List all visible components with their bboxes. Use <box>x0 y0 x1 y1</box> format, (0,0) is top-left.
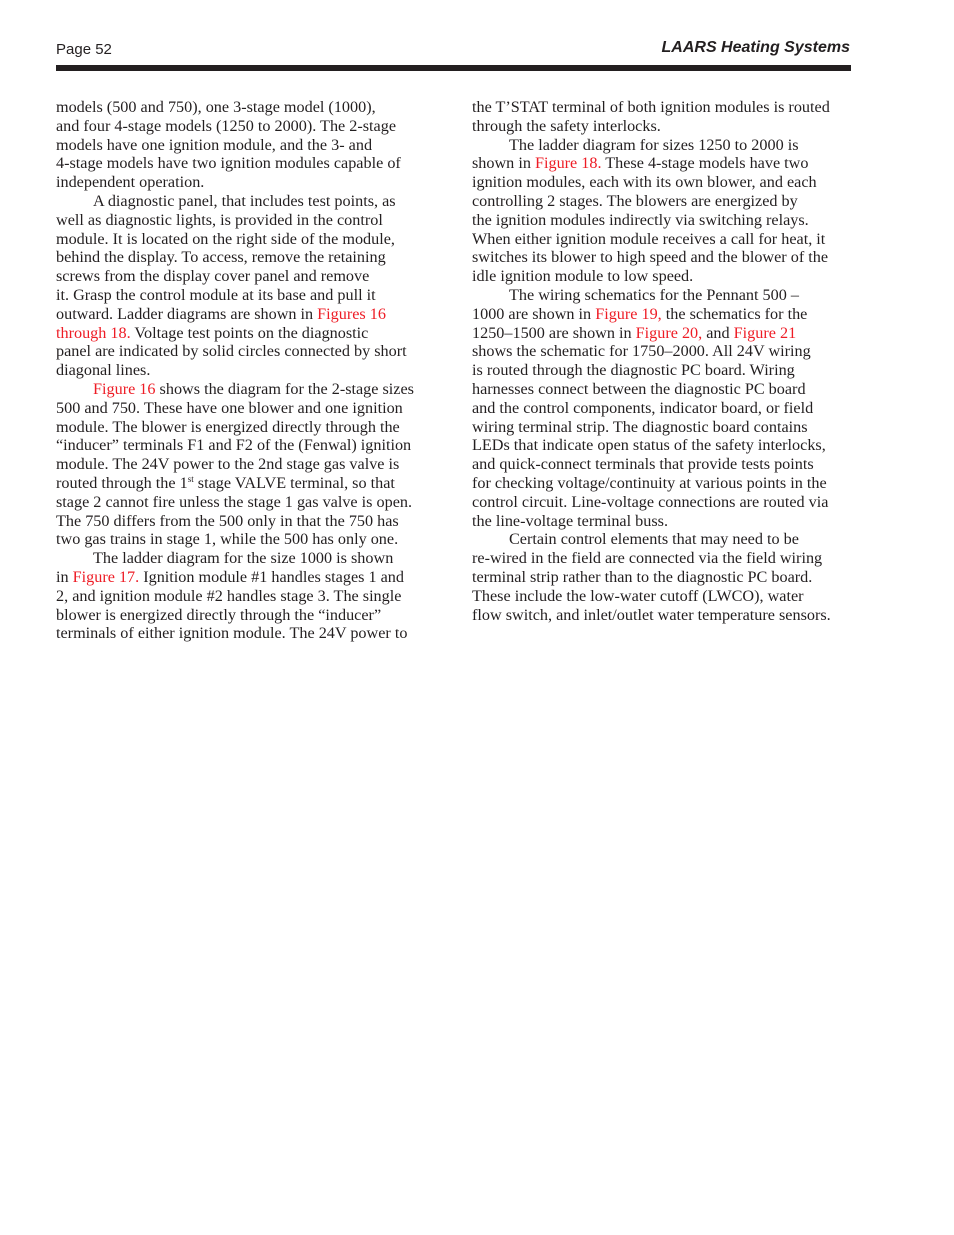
text-line <box>56 211 434 230</box>
text-line <box>56 267 434 286</box>
text-run: The wiring schematics for the Pennant 500 – <box>509 285 799 304</box>
text-run: The 750 differs from the 500 only in that the 750 has <box>56 511 399 530</box>
text-run: wiring terminal strip. The diagnostic board contains <box>472 417 808 436</box>
text-run: The ladder diagram for sizes 1250 to 2000 is <box>509 135 799 154</box>
text-run: diagonal lines. <box>56 361 151 380</box>
figure-reference: Figure 16 <box>93 379 156 398</box>
text-run: 4-stage models have two ignition modules capable of <box>56 154 401 173</box>
brand-title: LAARS Heating Systems <box>661 39 850 56</box>
text-line <box>56 624 434 643</box>
text-run: for checking voltage/continuity at various points in the <box>472 473 827 492</box>
figure-reference: Figure 18. <box>534 154 602 173</box>
text-run: and the control components, indicator board, or field <box>472 398 814 417</box>
text-run: is routed through the diagnostic PC board. Wiring <box>472 361 795 380</box>
text-run: through the safety interlocks. <box>472 116 661 135</box>
text-line <box>472 436 854 455</box>
text-line <box>472 418 854 437</box>
text-run: controlling 2 stages. The blowers are energized by <box>472 191 798 210</box>
figure-reference: Figure 20, <box>635 323 703 342</box>
text-run: Voltage test points on the diagnostic <box>130 323 369 342</box>
text-line <box>56 361 434 380</box>
text-run: 500 and 750. These have one blower and one ignition <box>56 398 403 417</box>
figure-reference: through 18. <box>56 323 131 342</box>
text-run: outward. Ladder diagrams are shown in <box>56 304 318 323</box>
text-run: screws from the display cover panel and remove <box>56 267 370 286</box>
text-run: The ladder diagram for the size 1000 is shown <box>93 549 394 568</box>
text-line <box>472 493 854 512</box>
text-line <box>472 154 854 173</box>
text-line <box>472 136 854 155</box>
text-run: Certain control elements that may need to be <box>509 530 799 549</box>
text-run: Ignition module #1 handles stages 1 and <box>139 567 404 586</box>
text-run: terminal strip rather than to the diagnostic PC board. <box>472 567 813 586</box>
text-line <box>472 587 854 606</box>
text-line <box>56 493 434 512</box>
text-line <box>56 512 434 531</box>
text-run: 1000 are shown in <box>472 304 596 323</box>
text-run: blower is energized directly through the “inducer” <box>56 605 382 624</box>
text-run: These 4-stage models have two <box>601 154 809 173</box>
text-line <box>472 324 854 343</box>
text-line <box>56 474 434 493</box>
text-run: flow switch, and inlet/outlet water temperature sensors. <box>472 605 831 624</box>
text-line <box>56 399 434 418</box>
text-run: 1250–1500 are shown in <box>472 323 636 342</box>
text-line <box>56 436 434 455</box>
text-line <box>56 98 434 117</box>
figure-reference: Figure 19, <box>595 304 662 323</box>
header-rule <box>56 65 851 71</box>
text-run: models have one ignition module, and the 3- and <box>56 135 373 154</box>
text-line <box>472 512 854 531</box>
text-line <box>472 399 854 418</box>
text-run: These include the low-water cutoff (LWCO), water <box>472 586 804 605</box>
text-run: independent operation. <box>56 173 205 192</box>
text-line <box>56 587 434 606</box>
text-run: and four 4-stage models (1250 to 2000). The 2-stage <box>56 116 397 135</box>
text-line <box>56 380 434 399</box>
right-text-column <box>472 98 854 624</box>
text-run: the schematics for the <box>661 304 808 323</box>
text-run: behind the display. To access, remove the retaining <box>56 248 386 267</box>
text-run: switches its blower to high speed and the blower of the <box>472 248 829 267</box>
text-run: idle ignition module to low speed. <box>472 267 694 286</box>
text-run: harnesses connect between the diagnostic PC board <box>472 379 806 398</box>
text-line <box>472 117 854 136</box>
text-line <box>56 549 434 568</box>
text-run: terminals of either ignition module. The 24V power to <box>56 624 408 643</box>
left-text-column <box>56 98 434 643</box>
text-run: ignition modules, each with its own blower, and each <box>472 173 817 192</box>
text-run: the ignition modules indirectly via switching relays. <box>472 210 809 229</box>
text-line <box>56 418 434 437</box>
text-line <box>56 324 434 343</box>
text-line <box>472 474 854 493</box>
text-line <box>56 286 434 305</box>
text-run: models (500 and 750), one 3-stage model (1000), <box>56 98 376 116</box>
text-run: routed through the 1 <box>56 473 188 492</box>
text-line <box>472 98 854 117</box>
text-line <box>472 342 854 361</box>
text-line <box>472 248 854 267</box>
text-run: A diagnostic panel, that includes test points, as <box>93 191 396 210</box>
text-run: and quick-connect terminals that provide tests points <box>472 455 814 474</box>
text-run: stage 2 cannot fire unless the stage 1 gas valve is open. <box>56 492 413 511</box>
text-line <box>56 530 434 549</box>
figure-reference: Figure 21 <box>733 323 797 342</box>
text-line <box>56 117 434 136</box>
text-line <box>56 248 434 267</box>
text-run: 2, and ignition module #2 handles stage 3. The single <box>56 586 402 605</box>
text-line <box>472 380 854 399</box>
text-run: When either ignition module receives a call for heat, it <box>472 229 826 248</box>
text-run: the T’STAT terminal of both ignition modules is routed <box>472 98 830 116</box>
text-run: LEDs that indicate open status of the safety interlocks, <box>472 436 826 455</box>
text-run: control circuit. Line-voltage connections are routed via <box>472 492 829 511</box>
figure-reference: Figures 16 <box>317 304 386 323</box>
text-line <box>56 192 434 211</box>
text-line <box>56 305 434 324</box>
text-run: in <box>56 567 73 586</box>
text-run: re-wired in the field are connected via the field wiring <box>472 549 823 568</box>
text-run: shown in <box>472 154 535 173</box>
text-line <box>472 549 854 568</box>
text-line <box>56 606 434 625</box>
text-line <box>472 267 854 286</box>
text-line <box>472 361 854 380</box>
text-line <box>472 606 854 625</box>
text-run: two gas trains in stage 1, while the 500 has only one. <box>56 530 399 549</box>
text-run: module. The 24V power to the 2nd stage gas valve is <box>56 455 400 474</box>
text-line <box>472 530 854 549</box>
text-line <box>56 568 434 587</box>
text-line <box>472 455 854 474</box>
text-line <box>56 230 434 249</box>
text-run: the line-voltage terminal buss. <box>472 511 668 530</box>
figure-reference: Figure 17. <box>72 567 140 586</box>
text-line <box>56 342 434 361</box>
text-line <box>472 192 854 211</box>
text-run: “inducer” terminals F1 and F2 of the (Fenwal) ignition <box>56 436 412 455</box>
text-line <box>472 568 854 587</box>
text-line <box>472 173 854 192</box>
text-run: shows the schematic for 1750–2000. All 24V wiring <box>472 342 811 361</box>
text-run: stage VALVE terminal, so that <box>193 473 395 492</box>
text-line <box>472 305 854 324</box>
text-line <box>472 230 854 249</box>
text-run: module. The blower is energized directly through the <box>56 417 400 436</box>
text-line <box>472 286 854 305</box>
text-line <box>472 211 854 230</box>
text-run: it. Grasp the control module at its base and pull it <box>56 285 376 304</box>
text-line <box>56 154 434 173</box>
text-run: module. It is located on the right side of the module, <box>56 229 395 248</box>
superscript: st <box>187 473 194 484</box>
text-run: well as diagnostic lights, is provided in the control <box>56 210 383 229</box>
text-line <box>56 455 434 474</box>
page-number: Page 52 <box>56 41 112 58</box>
text-run: panel are indicated by solid circles connected by short <box>56 342 407 361</box>
text-line <box>56 173 434 192</box>
text-line <box>56 136 434 155</box>
text-run: shows the diagram for the 2-stage sizes <box>155 379 414 398</box>
text-run: and <box>702 323 734 342</box>
